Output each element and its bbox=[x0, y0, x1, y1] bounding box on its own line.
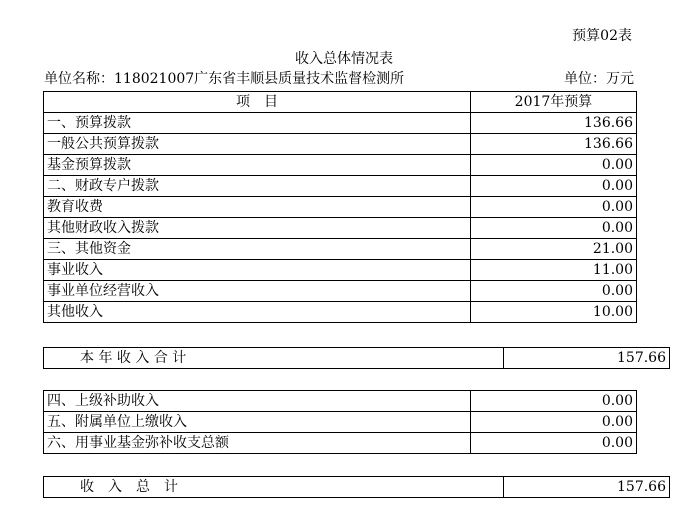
row-value: 0.00 bbox=[471, 281, 637, 302]
grand-total-row bbox=[44, 477, 670, 498]
row-value: 21.00 bbox=[471, 239, 637, 260]
row-label: 六、用事业基金弥补收支总额 bbox=[44, 433, 471, 454]
grand-total-value: 157.66 bbox=[504, 477, 670, 498]
table-row bbox=[44, 134, 637, 155]
column-header-item: 项 目 bbox=[44, 92, 471, 113]
unit-measure: 单位：万元 bbox=[564, 71, 634, 87]
column-header-budget: 2017年预算 bbox=[471, 92, 637, 113]
row-label: 事业单位经营收入 bbox=[44, 281, 471, 302]
table-row bbox=[44, 218, 637, 239]
row-label: 基金预算拨款 bbox=[44, 155, 471, 176]
row-label: 一般公共预算拨款 bbox=[44, 134, 471, 155]
row-value: 11.00 bbox=[471, 260, 637, 281]
row-value: 0.00 bbox=[471, 412, 637, 433]
income-table bbox=[43, 91, 637, 323]
row-value: 10.00 bbox=[471, 302, 637, 323]
table-header-row bbox=[44, 92, 637, 113]
table-row bbox=[44, 260, 637, 281]
grand-total-label: 收 入 总 计 bbox=[44, 477, 504, 498]
table-row bbox=[44, 433, 637, 454]
table-row bbox=[44, 113, 637, 134]
row-label: 教育收费 bbox=[44, 197, 471, 218]
row-value: 136.66 bbox=[471, 113, 637, 134]
row-label: 其他财政收入拨款 bbox=[44, 218, 471, 239]
table-row bbox=[44, 197, 637, 218]
row-label: 事业收入 bbox=[44, 260, 471, 281]
annual-total-label: 本 年 收 入 合 计 bbox=[44, 348, 504, 369]
row-value: 0.00 bbox=[471, 433, 637, 454]
table-row bbox=[44, 412, 637, 433]
table-row bbox=[44, 176, 637, 197]
row-value: 0.00 bbox=[471, 391, 637, 412]
row-label: 一、预算拨款 bbox=[44, 113, 471, 134]
row-value: 136.66 bbox=[471, 134, 637, 155]
row-label: 三、其他资金 bbox=[44, 239, 471, 260]
annual-total-value: 157.66 bbox=[504, 348, 670, 369]
row-value: 0.00 bbox=[471, 176, 637, 197]
row-value: 0.00 bbox=[471, 218, 637, 239]
row-value: 0.00 bbox=[471, 197, 637, 218]
annual-total-row bbox=[44, 348, 670, 369]
table-row bbox=[44, 302, 637, 323]
table-row bbox=[44, 155, 637, 176]
unit-name: 单位名称：118021007广东省丰顺县质量技术监督检测所 bbox=[44, 71, 405, 87]
annual-total-table bbox=[43, 347, 670, 369]
table-row bbox=[44, 281, 637, 302]
row-label: 其他收入 bbox=[44, 302, 471, 323]
row-label: 二、财政专户拨款 bbox=[44, 176, 471, 197]
table-row bbox=[44, 239, 637, 260]
grand-total-table bbox=[43, 476, 670, 498]
table-row bbox=[44, 391, 637, 412]
form-code: 预算02表 bbox=[572, 28, 632, 44]
other-income-table bbox=[43, 390, 637, 454]
document-title: 收入总体情况表 bbox=[295, 51, 393, 67]
row-label: 五、附属单位上缴收入 bbox=[44, 412, 471, 433]
row-value: 0.00 bbox=[471, 155, 637, 176]
row-label: 四、上级补助收入 bbox=[44, 391, 471, 412]
